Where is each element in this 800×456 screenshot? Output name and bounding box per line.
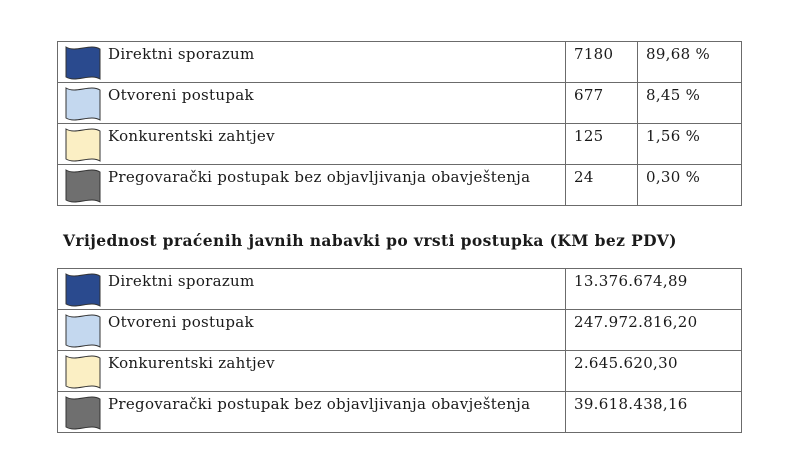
- row-percent: 1,56 %: [646, 127, 701, 145]
- dark-blue-flag-icon: [64, 271, 102, 309]
- row-label: Pregovarački postupak bez objavljivanja obavještenja: [108, 395, 531, 413]
- light-blue-flag-icon: [64, 85, 102, 123]
- cream-flag-icon: [64, 126, 102, 164]
- row-label: Otvoreni postupak: [108, 86, 254, 104]
- row-label: Direktni sporazum: [108, 45, 255, 63]
- row-count: 24: [574, 168, 594, 186]
- row-value: 39.618.438,16: [574, 395, 688, 413]
- row-label: Konkurentski zahtjev: [108, 354, 275, 372]
- cream-flag-icon: [64, 353, 102, 391]
- row-percent: 8,45 %: [646, 86, 701, 104]
- gray-flag-icon: [64, 394, 102, 432]
- row-label: Direktni sporazum: [108, 272, 255, 290]
- section-heading: Vrijednost praćenih javnih nabavki po vrsti postupka (KM bez PDV): [63, 231, 677, 250]
- row-value: 13.376.674,89: [574, 272, 688, 290]
- table-row: [58, 83, 742, 124]
- row-label: Konkurentski zahtjev: [108, 127, 275, 145]
- light-blue-flag-icon: [64, 312, 102, 350]
- row-count: 7180: [574, 45, 614, 63]
- table-row: [58, 124, 742, 165]
- table-row: [58, 269, 742, 310]
- table-row: [58, 392, 742, 433]
- gray-flag-icon: [64, 167, 102, 205]
- table-row: [58, 310, 742, 351]
- row-value: 247.972.816,20: [574, 313, 698, 331]
- table-row: [58, 351, 742, 392]
- row-percent: 0,30 %: [646, 168, 701, 186]
- dark-blue-flag-icon: [64, 44, 102, 82]
- row-count: 125: [574, 127, 604, 145]
- procedure-value-table: [57, 268, 742, 433]
- procedure-count-table: [57, 41, 742, 206]
- row-value: 2.645.620,30: [574, 354, 678, 372]
- table-row: [58, 165, 742, 206]
- row-count: 677: [574, 86, 604, 104]
- row-label: Otvoreni postupak: [108, 313, 254, 331]
- row-percent: 89,68 %: [646, 45, 711, 63]
- row-label: Pregovarački postupak bez objavljivanja obavještenja: [108, 168, 531, 186]
- table-row: [58, 42, 742, 83]
